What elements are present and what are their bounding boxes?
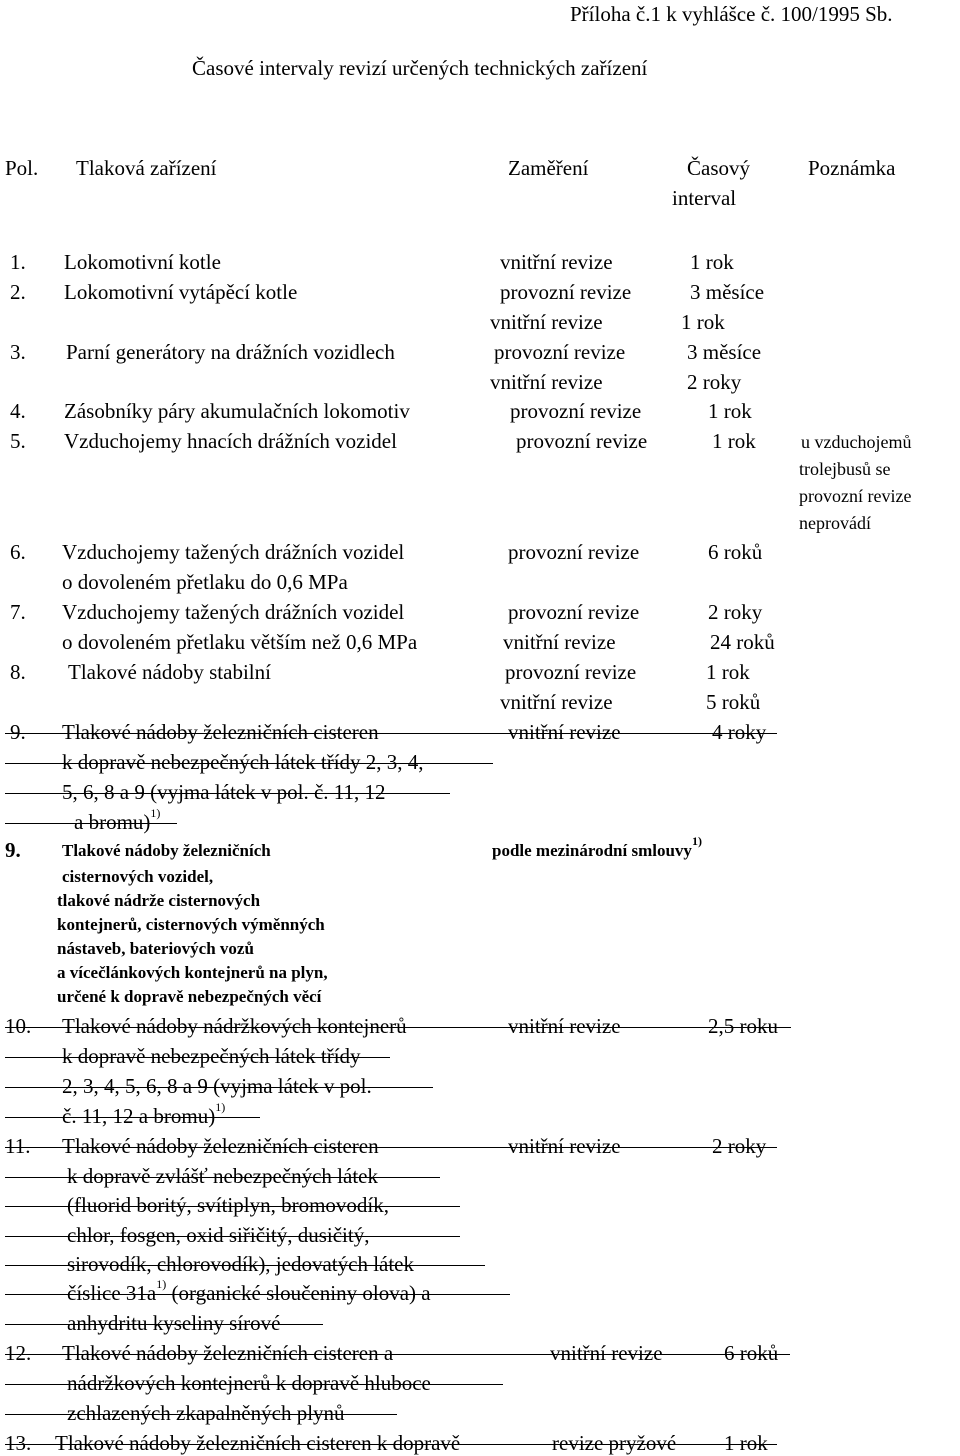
row-device-text: a bromu) <box>74 810 151 834</box>
strikethrough-line <box>5 1147 777 1148</box>
row-device: k dopravě nebezpečných látek třídy 2, 3, 4, <box>62 750 424 774</box>
row-device: Tlakové nádoby železničních <box>62 841 271 860</box>
strikethrough-line <box>5 1414 397 1415</box>
row-note: u vzduchojemů <box>801 432 912 452</box>
row-device: určené k dopravě nebezpečných věcí <box>57 987 322 1006</box>
row-device: nástaveb, bateriových vozů <box>57 939 254 958</box>
row-device: Tlakové nádoby železničních cisteren a <box>62 1341 394 1365</box>
row-interval: 24 roků <box>710 630 775 654</box>
row-device: Vzduchojemy tažených drážních vozidel <box>62 540 405 564</box>
row-focus: vnitřní revize <box>490 370 603 394</box>
row-focus: provozní revize <box>510 399 642 423</box>
strikethrough-line <box>5 1294 510 1295</box>
row-interval: 2,5 roku <box>708 1014 778 1038</box>
strikethrough-line <box>5 1384 503 1385</box>
row-device: o dovoleném přetlaku do 0,6 MPa <box>62 570 348 594</box>
row-number: 9. <box>5 838 21 862</box>
row-device: Parní generátory na drážních vozidlech <box>66 340 395 364</box>
row-interval: 3 měsíce <box>687 340 762 364</box>
row-device: k dopravě nebezpečných látek třídy <box>62 1044 361 1068</box>
row-focus: vnitřní revize <box>500 690 613 714</box>
row-device: Lokomotivní kotle <box>64 250 221 274</box>
row-number: 9. <box>10 720 26 744</box>
row-device: Tlakové nádoby železničních cisteren <box>62 1134 379 1158</box>
row-device: tlakové nádrže cisternových <box>57 891 261 910</box>
document-title: Časové intervaly revizí určených technických zařízení <box>192 56 648 80</box>
row-device: Vzduchojemy hnacích drážních vozidel <box>64 429 397 453</box>
row-focus: vnitřní revize <box>550 1341 663 1365</box>
row-device: nádržkových kontejnerů k dopravě hluboce <box>67 1371 431 1395</box>
row-focus: provozní revize <box>505 660 637 684</box>
row-number: 12. <box>5 1341 32 1365</box>
row-device: Tlakové nádoby stabilní <box>68 660 271 684</box>
row-number: 2. <box>10 280 26 304</box>
row-device: Tlakové nádoby železničních cisteren <box>62 720 379 744</box>
row-note: provozní revize <box>799 486 912 506</box>
row-interval: 1 rok <box>724 1431 768 1455</box>
row-device: k dopravě zvlášť nebezpečných látek <box>67 1164 378 1188</box>
row-interval: 3 měsíce <box>690 280 765 304</box>
row-device: chlor, fosgen, oxid siřičitý, dusičitý, <box>67 1223 370 1247</box>
row-interval: 2 roky <box>687 370 742 394</box>
row-device-text: (organické sloučeniny olova) a <box>171 1281 431 1305</box>
row-focus: vnitřní revize <box>508 720 621 744</box>
row-interval: 2 roky <box>712 1134 767 1158</box>
row-device: 2, 3, 4, 5, 6, 8 a 9 (vyjma látek v pol. <box>62 1074 372 1098</box>
row-device: a vícečlánkových kontejnerů na plyn, <box>57 963 328 982</box>
row-focus: provozní revize <box>516 429 648 453</box>
strikethrough-line <box>5 1236 460 1237</box>
row-device: anhydritu kyseliny sírové <box>67 1311 281 1335</box>
row-number: 10. <box>5 1014 32 1038</box>
row-interval: 2 roky <box>708 600 763 624</box>
row-device <box>62 1100 226 1128</box>
strikethrough-line <box>5 1324 323 1325</box>
row-number: 3. <box>10 340 26 364</box>
row-interval: 1 rok <box>681 310 725 334</box>
strikethrough-line <box>5 1206 460 1207</box>
row-number: 13. <box>5 1431 32 1455</box>
row-device: 5, 6, 8 a 9 (vyjma látek v pol. č. 11, 12 <box>62 780 386 804</box>
strikethrough-line <box>5 793 450 794</box>
column-note: Poznámka <box>808 156 896 180</box>
row-number: 6. <box>10 540 26 564</box>
row-device: cisternových vozidel, <box>62 867 214 886</box>
footnote-ref: 1) <box>150 806 161 820</box>
row-device: zchlazených zkapalněných plynů <box>67 1401 345 1425</box>
row-device: (fluorid boritý, svítiplyn, bromovodík, <box>67 1193 389 1217</box>
strikethrough-line <box>5 1265 485 1266</box>
row-focus: vnitřní revize <box>500 250 613 274</box>
row-interval: 1 rok <box>712 429 756 453</box>
row-interval: 1 rok <box>706 660 750 684</box>
row-device: Lokomotivní vytápěcí kotle <box>64 280 298 304</box>
row-note: trolejbusů se <box>799 459 891 479</box>
attachment-reference: Příloha č.1 k vyhlášce č. 100/1995 Sb. <box>570 2 893 26</box>
row-device: o dovoleném přetlaku větším než 0,6 MPa <box>62 630 418 654</box>
strikethrough-line <box>5 823 177 824</box>
strikethrough-line <box>5 733 777 734</box>
row-number: 11. <box>5 1134 31 1158</box>
row-focus: provozní revize <box>500 280 632 304</box>
row-focus: vnitřní revize <box>490 310 603 334</box>
row-device: sirovodík, chlorovodík), jedovatých látek <box>67 1252 415 1276</box>
row-focus: provozní revize <box>508 600 640 624</box>
row-focus: vnitřní revize <box>508 1134 621 1158</box>
strikethrough-line <box>5 1087 433 1088</box>
column-interval-2: interval <box>672 186 737 210</box>
row-number: 1. <box>10 250 26 274</box>
strikethrough-line <box>5 1027 791 1028</box>
row-focus: revize pryžové <box>552 1431 677 1455</box>
row-focus: provozní revize <box>508 540 640 564</box>
row-number: 7. <box>10 600 26 624</box>
row-device-text: č. 11, 12 a bromu) <box>62 1104 216 1128</box>
row-interval: 6 roků <box>724 1341 779 1365</box>
row-interval: 1 rok <box>708 399 752 423</box>
row-focus <box>492 834 702 862</box>
row-number: 5. <box>10 429 26 453</box>
column-focus: Zaměření <box>508 156 589 180</box>
strikethrough-line <box>5 1117 260 1118</box>
row-device: Zásobníky páry akumulačních lokomotiv <box>64 399 410 423</box>
row-device <box>74 806 161 834</box>
row-device <box>67 1277 431 1305</box>
row-number: 4. <box>10 399 26 423</box>
row-interval: 6 roků <box>708 540 763 564</box>
strikethrough-line <box>5 1444 777 1445</box>
strikethrough-line <box>5 763 493 764</box>
row-device: Tlakové nádoby nádržkových kontejnerů <box>62 1014 407 1038</box>
footnote-ref: 1) <box>156 1277 167 1291</box>
row-device-text: číslice 31a <box>67 1281 157 1305</box>
row-device: Vzduchojemy tažených drážních vozidel <box>62 600 405 624</box>
strikethrough-line <box>5 1177 440 1178</box>
strikethrough-line <box>5 1354 790 1355</box>
footnote-ref: 1) <box>691 834 702 849</box>
row-device: Tlakové nádoby železničních cisteren k dopravě <box>55 1431 461 1455</box>
column-interval: Časový <box>687 156 750 180</box>
row-focus: vnitřní revize <box>503 630 616 654</box>
row-focus: vnitřní revize <box>508 1014 621 1038</box>
strikethrough-line <box>5 1057 390 1058</box>
row-note: neprovádí <box>799 513 871 533</box>
row-focus-text: podle mezinárodní smlouvy <box>492 841 692 860</box>
footnote-ref: 1) <box>215 1100 226 1114</box>
row-interval: 1 rok <box>690 250 734 274</box>
row-device: kontejnerů, cisternových výměnných <box>57 915 325 934</box>
row-interval: 5 roků <box>706 690 761 714</box>
row-focus: provozní revize <box>494 340 626 364</box>
row-number: 8. <box>10 660 26 684</box>
row-interval: 4 roky <box>712 720 767 744</box>
column-pol: Pol. <box>5 156 39 180</box>
column-device: Tlaková zařízení <box>76 156 217 180</box>
